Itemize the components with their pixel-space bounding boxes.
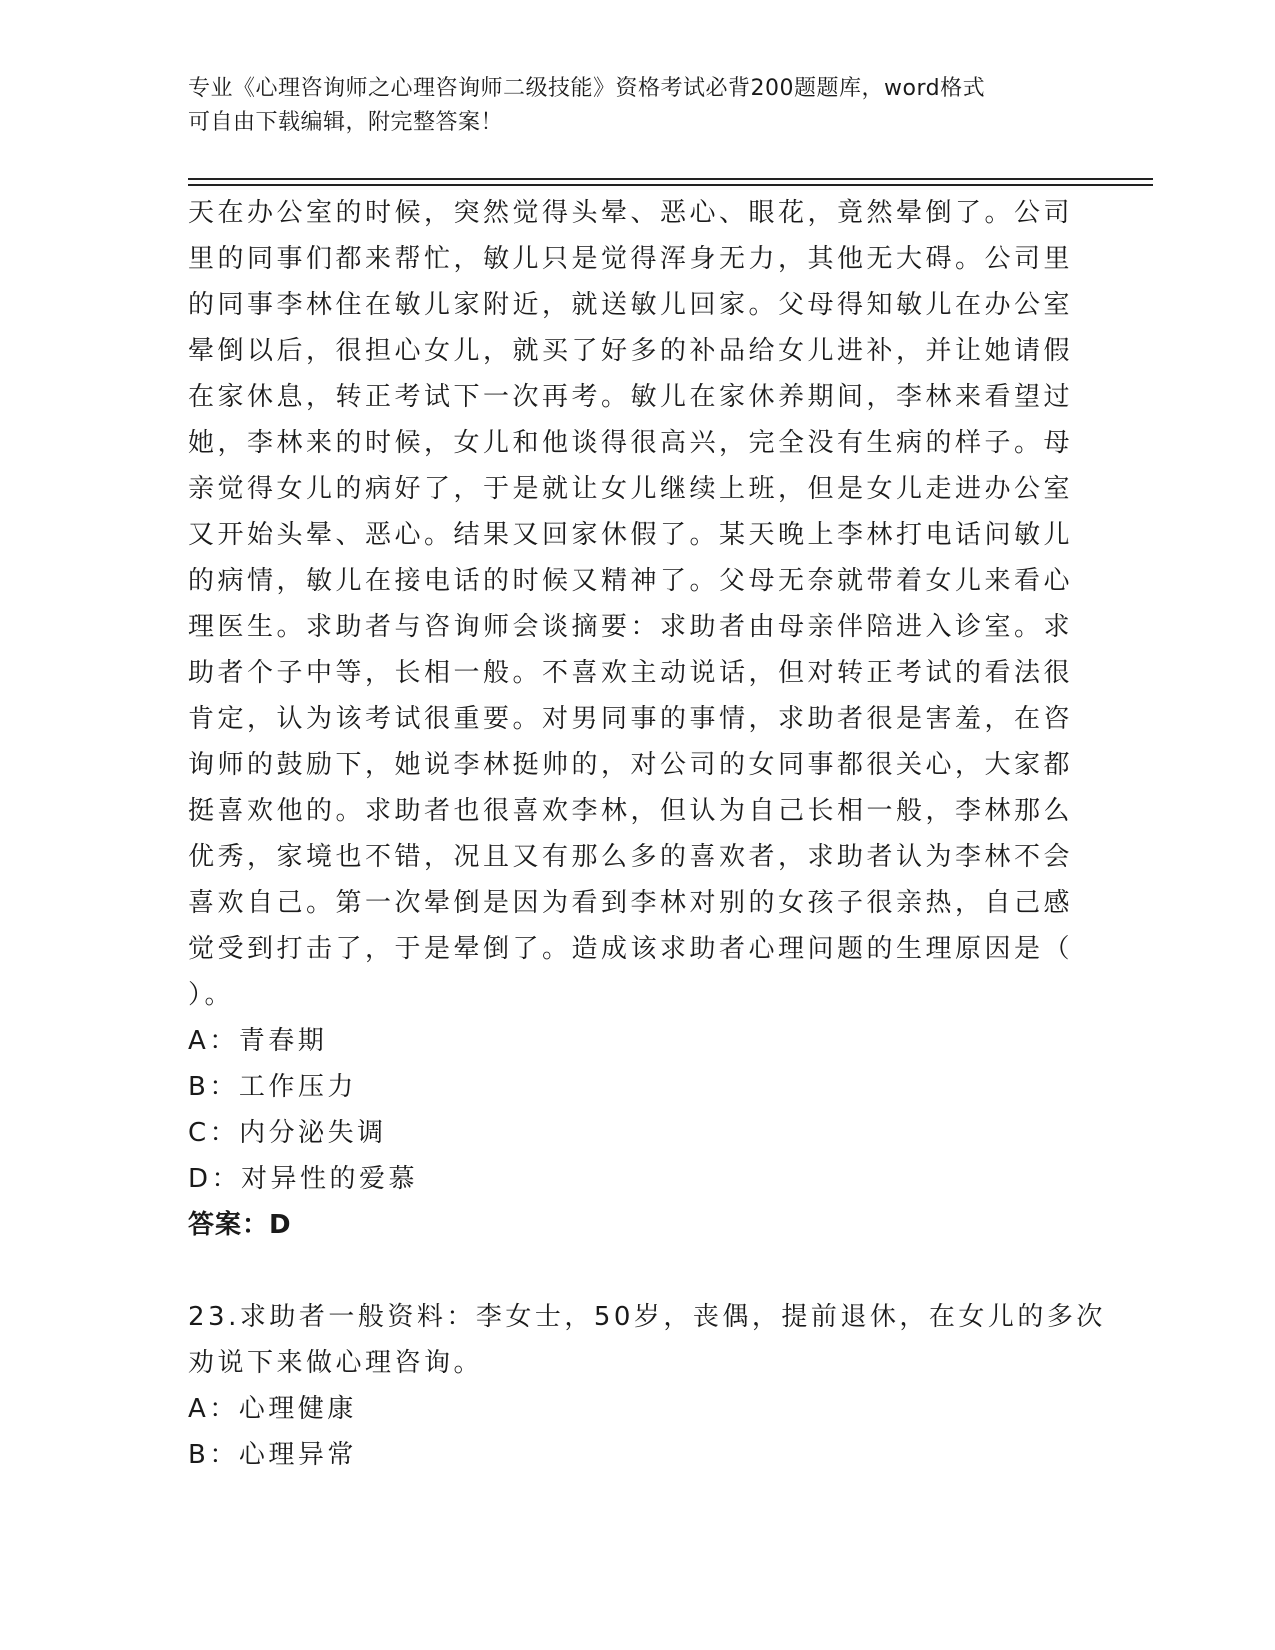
header-line-1: 专业《心理咨询师之心理咨询师二级技能》资格考试必背200题题库，word格式 [188, 76, 986, 101]
stem-line: 晕倒以后，很担心女儿，就买了好多的补品给女儿进补，并让她请假 [188, 336, 1074, 366]
stem-line: 的病情，敏儿在接电话的时候又精神了。父母无奈就带着女儿来看心 [188, 566, 1074, 596]
stem-line: 她，李林来的时候，女儿和他谈得很高兴，完全没有生病的样子。母 [188, 428, 1074, 458]
document-body [188, 190, 1108, 1478]
header-line-2: 可自由下载编辑，附完整答案！ [188, 110, 504, 135]
question-22-stem [188, 190, 1108, 1018]
question-22-answer: 答案：D [188, 1210, 292, 1240]
stem-line: 亲觉得女儿的病好了，于是就让女儿继续上班，但是女儿走进办公室 [188, 474, 1074, 504]
option-a: A：心理健康 [188, 1394, 357, 1424]
stem-line: ）。 [188, 980, 235, 1010]
question-23-stem [188, 1294, 1108, 1386]
option-b: B：工作压力 [188, 1072, 357, 1102]
stem-line: 23.求助者一般资料：李女士，50岁，丧偶，提前退休，在女儿的多次 [188, 1302, 1106, 1332]
stem-line: 觉受到打击了，于是晕倒了。造成该求助者心理问题的生理原因是（ [188, 934, 1074, 964]
question-23-options [188, 1386, 1108, 1478]
option-d: D：对异性的爱慕 [188, 1164, 419, 1194]
header-rule-bottom [188, 184, 1153, 186]
stem-line: 又开始头晕、恶心。结果又回家休假了。某天晚上李林打电话问敏儿 [188, 520, 1074, 550]
stem-line: 肯定，认为该考试很重要。对男同事的事情，求助者很是害羞，在咨 [188, 704, 1074, 734]
stem-line: 询师的鼓励下，她说李林挺帅的，对公司的女同事都很关心，大家都 [188, 750, 1074, 780]
stem-line: 挺喜欢他的。求助者也很喜欢李林，但认为自己长相一般，李林那么 [188, 796, 1074, 826]
stem-line: 天在办公室的时候，突然觉得头晕、恶心、眼花，竟然晕倒了。公司 [188, 198, 1074, 228]
stem-line: 在家休息，转正考试下一次再考。敏儿在家休养期间，李林来看望过 [188, 382, 1074, 412]
header-rule-top [188, 178, 1153, 180]
stem-line: 喜欢自己。第一次晕倒是因为看到李林对别的女孩子很亲热，自己感 [188, 888, 1074, 918]
stem-line: 的同事李林住在敏儿家附近，就送敏儿回家。父母得知敏儿在办公室 [188, 290, 1074, 320]
stem-line: 里的同事们都来帮忙，敏儿只是觉得浑身无力，其他无大碍。公司里 [188, 244, 1074, 274]
option-a: A：青春期 [188, 1026, 328, 1056]
stem-line: 助者个子中等，长相一般。不喜欢主动说话，但对转正考试的看法很 [188, 658, 1074, 688]
stem-line: 劝说下来做心理咨询。 [188, 1348, 484, 1378]
option-b: B：心理异常 [188, 1440, 357, 1470]
option-c: C：内分泌失调 [188, 1118, 387, 1148]
question-22-options [188, 1018, 1108, 1202]
document-header [188, 72, 1088, 140]
stem-line: 理医生。求助者与咨询师会谈摘要：求助者由母亲伴陪进入诊室。求 [188, 612, 1074, 642]
stem-line: 优秀，家境也不错，况且又有那么多的喜欢者，求助者认为李林不会 [188, 842, 1074, 872]
section-gap [188, 1248, 1108, 1294]
